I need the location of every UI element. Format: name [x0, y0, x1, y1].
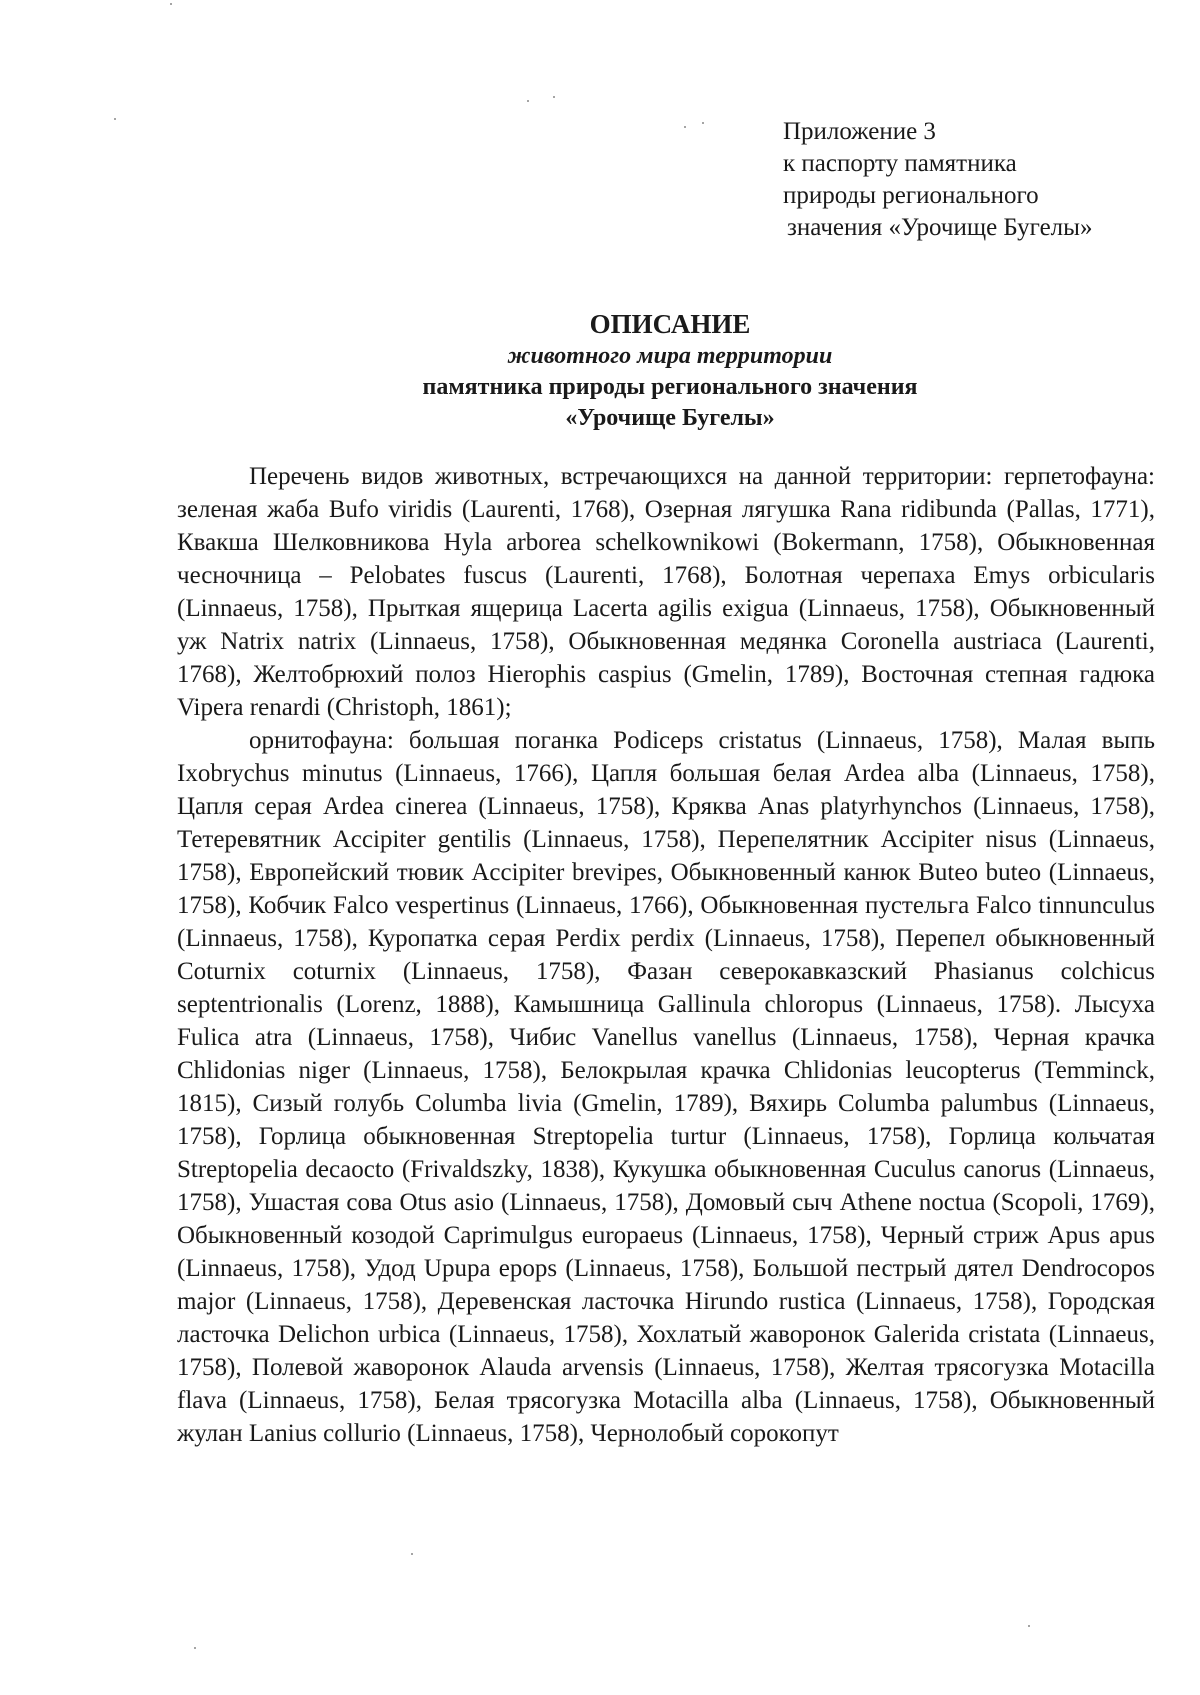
scan-speck	[702, 122, 704, 124]
document-title: ОПИСАНИЕ	[589, 309, 751, 339]
scan-speck	[114, 118, 116, 120]
appendix-note	[783, 116, 1163, 244]
document-subtitle-line-2: памятника природы регионального значения	[422, 374, 918, 400]
document-body	[177, 460, 1155, 1450]
scan-speck	[194, 1647, 196, 1649]
appendix-line-1: Приложение 3	[783, 118, 936, 145]
paragraph-ornithofauna: орнитофауна: большая поганка Podiceps cristatus (Linnaeus, 1758), Малая выпь Ixobrychus minutus (Linnaeus, 1766), Цапля большая белая Ardea alba (Linnaeus, 1758), Цапля серая Ardea cinerea (Linnaeus, 1758), Кряква Anas platyrhynchos (Linnaeus, 1758), Тетеревятник Accipiter gentilis (Linnaeus, 1758), Перепелятник Accipiter nisus (Linnaeus, 1758), Европейский тювик Accipiter brevipes, Обыкновенный канюк Buteo buteo (Linnaeus, 1758), Кобчик Falco vespertinus (Linnaeus, 1766), Обыкновенная пустельга Falco tinnunculus (Linnaeus, 1758), Куропатка серая Perdix perdix (Linnaeus, 1758), Перепел обыкновенный Coturnix coturnix (Linnaeus, 1758), Фазан северокавказский Phasianus colchicus septentrionalis (Lorenz, 1888), Камышница Gallinula chloropus (Linnaeus, 1758). Лысуха Fulica atra (Linnaeus, 1758), Чибис Vanellus vanellus (Linnaeus, 1758), Черная крачка Chlidonias niger (Linnaeus, 1758), Белокрылая крачка Chlidonias leucopterus (Temminck, 1815), Сизый голубь Columba livia (Gmelin, 1789), Вяхирь Columba palumbus (Linnaeus, 1758), Горлица обыкновенная Streptopelia turtur (Linnaeus, 1758), Горлица кольчатая Streptopelia decaocto (Frivaldszky, 1838), Кукушка обыкновенная Cuculus canorus (Linnaeus, 1758), Ушастая сова Otus asio (Linnaeus, 1758), Домовый сыч Athene noctua (Scopoli, 1769), Обыкновенный козодой Caprimulgus europaeus (Linnaeus, 1758), Черный стриж Apus apus (Linnaeus, 1758), Удод Upupa epops (Linnaeus, 1758), Большой пестрый дятел Dendrocopos major (Linnaeus, 1758), Деревенская ласточка Hirundo rustica (Linnaeus, 1758), Городская ласточка Delichon urbica (Linnaeus, 1758), Хохлатый жаворонок Galerida cristata (Linnaeus, 1758), Полевой жаворонок Alauda arvensis (Linnaeus, 1758), Желтая трясогузка Motacilla flava (Linnaeus, 1758), Белая трясогузка Motacilla alba (Linnaeus, 1758), Обыкновенный жулан Lanius collurio (Linnaeus, 1758), Чернолобый сорокопут	[177, 727, 1155, 1447]
appendix-line-2: к паспорту памятника	[783, 150, 1017, 177]
scan-speck	[1028, 1625, 1030, 1627]
scan-speck	[684, 126, 686, 128]
appendix-line-3: природы регионального	[783, 182, 1039, 209]
scan-speck	[553, 96, 555, 98]
scan-speck	[170, 3, 172, 5]
scan-speck	[411, 1553, 413, 1555]
scan-speck	[527, 100, 529, 102]
document-subtitle-line-1: животного мира территории	[507, 343, 833, 369]
document-subtitle-line-3: «Урочище Бугелы»	[565, 405, 775, 431]
paragraph-herpetofauna: Перечень видов животных, встречающихся на данной территории: герпетофауна: зеленая жаба Bufo viridis (Laurenti, 1768), Озерная лягушка Rana ridibunda (Pallas, 1771), Квакша Шелковникова Hyla arborea schelkownikowi (Bokermann, 1758), Обыкновенная чесночница – Pelobates fuscus (Laurenti, 1768), Болотная черепаха Emys orbicularis (Linnaeus, 1758), Прыткая ящерица Lacerta agilis exigua (Linnaeus, 1758), Обыкновенный уж Natrix natrix (Linnaeus, 1758), Обыкновенная медянка Coronella austriaca (Laurenti, 1768), Желтобрюхий полоз Hierophis caspius (Gmelin, 1789), Восточная степная гадюка Vipera renardi (Christoph, 1861);	[177, 463, 1155, 721]
appendix-line-4: значения «Урочище Бугелы»	[787, 214, 1093, 241]
